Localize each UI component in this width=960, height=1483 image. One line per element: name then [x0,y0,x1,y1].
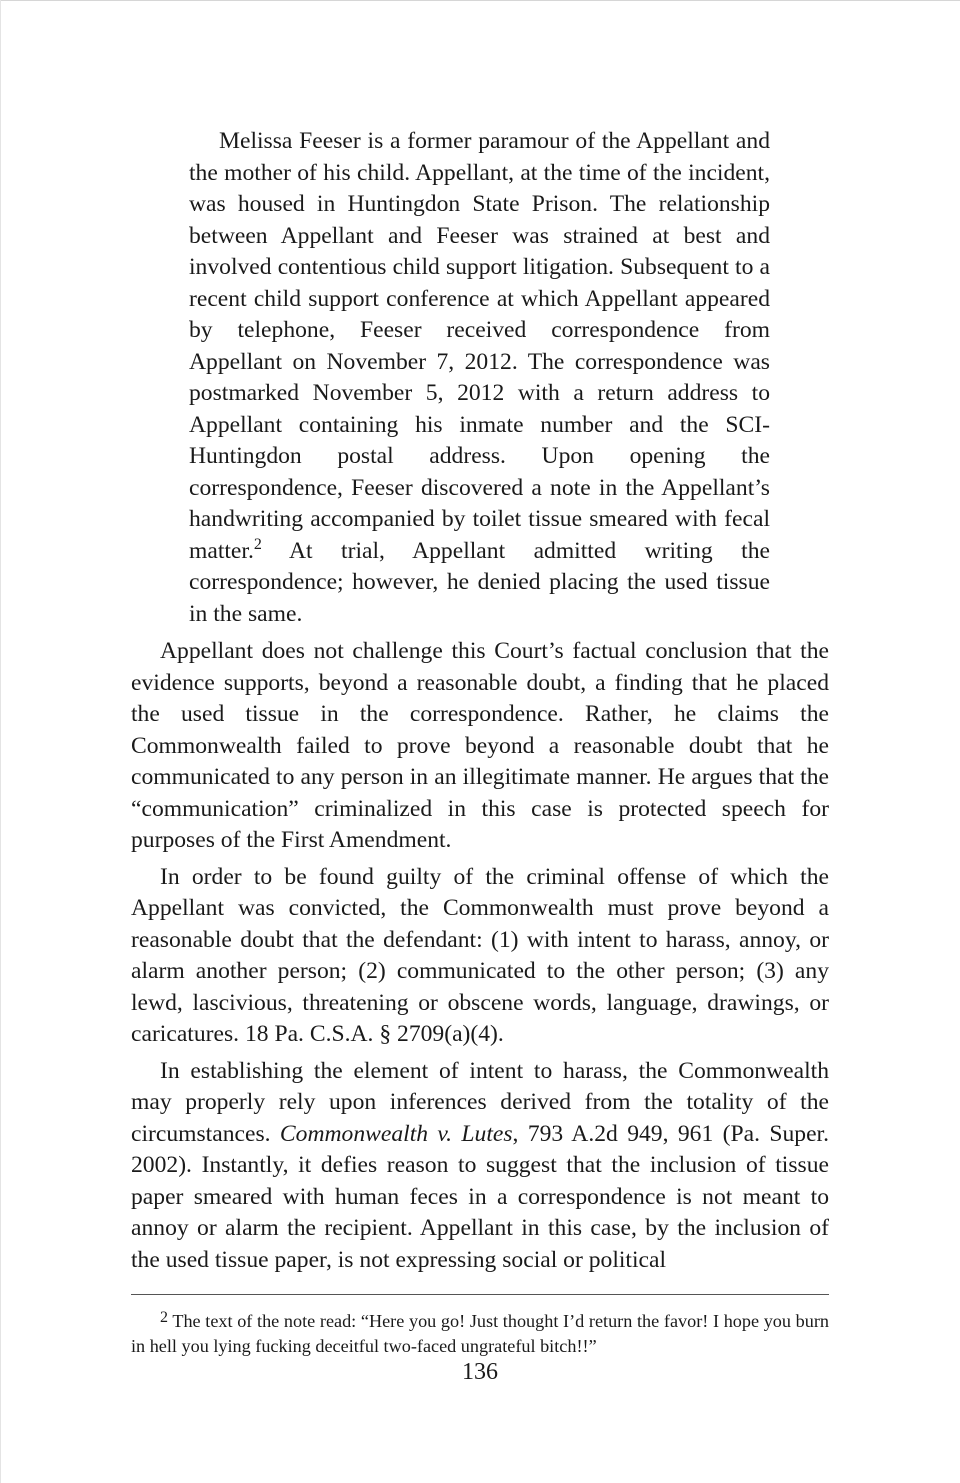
paragraph-elements-of-offense: In order to be found guilty of the criminal offense of which the Appellant was convicted, the Commonwealth must prove beyond a reasonable doubt that the defendant: (1) with intent to harass, annoy, or alarm another person; (2) communicated to the other person; (3) any lewd, lascivious, threatening or obscene words, language, drawings, or caricatures. 18 Pa. C.S.A. § 2709(a)(4). [131,863,829,1047]
body-text [131,636,829,1281]
block-quote-text-continued: At trial, Appellant admitted writing the correspondence; however, he denied placing the used tissue in the same. [189,537,770,627]
paragraph-intent-to-harass [131,1056,829,1277]
block-quote [189,126,770,630]
paragraph-text-continued: , 793 A.2d 949, 961 (Pa. Super. 2002). Instantly, it defies reason to suggest that the inclusion of tissue paper smeared with human feces in a correspondence is not meant to annoy or alarm the recipient. Appellant in this case, by the inclusion of the used tissue paper, is not expressing social or political [131,1120,829,1273]
paragraph-first-amendment-claim: Appellant does not challenge this Court’s factual conclusion that the evidence supports, beyond a reasonable doubt, a finding that he placed the used tissue in the correspondence. Rather, he claims the Commonwealth failed to prove beyond a reasonable doubt that he communicated to any person in an illegitimate manner. He argues that the “communication” criminalized in this case is protected speech for purposes of the First Amendment. [131,638,829,853]
page-number: 136 [462,1359,498,1385]
footnote-reference: 2 [253,535,262,553]
paragraph-text: In establishing the element of intent to harass, the Commonwealth may properly rely upon inferences derived from the totality of the circumstances. [131,1057,829,1147]
footnote-divider [131,1294,829,1295]
case-citation: Commonwealth v. Lutes [279,1120,513,1147]
page-edge-left [0,0,1,1483]
block-quote-text: Melissa Feeser is a former paramour of the Appellant and the mother of his child. Appellant, at the time of the incident, was housed in Huntingdon State Prison. The relationship between Appellant and Feeser was strained at best and involved contentious child support litigation. Subsequent to a recent child support conference at which Appellant appeared by telephone, Feeser received correspondence from Appellant on November 7, 2012. The correspondence was postmarked November 5, 2012 with a return address to Appellant containing his inmate number and the SCI-Huntingdon postal address. Upon opening the correspondence, Feeser discovered a note in the Appellant’s handwriting accompanied by toilet tissue smeared with fecal matter. [189,128,770,564]
footnote-paragraph [131,1309,829,1359]
footnote-text: The text of the note read: “Here you go! Just thought I’d return the favor! I hope you burn in hell you lying fucking deceitful two-faced ungrateful bitch!!” [131,1311,829,1356]
footnote [131,1309,829,1359]
page-edge-top [0,0,960,1]
footnote-number: 2 [160,1309,168,1326]
block-quote-paragraph [189,126,770,630]
